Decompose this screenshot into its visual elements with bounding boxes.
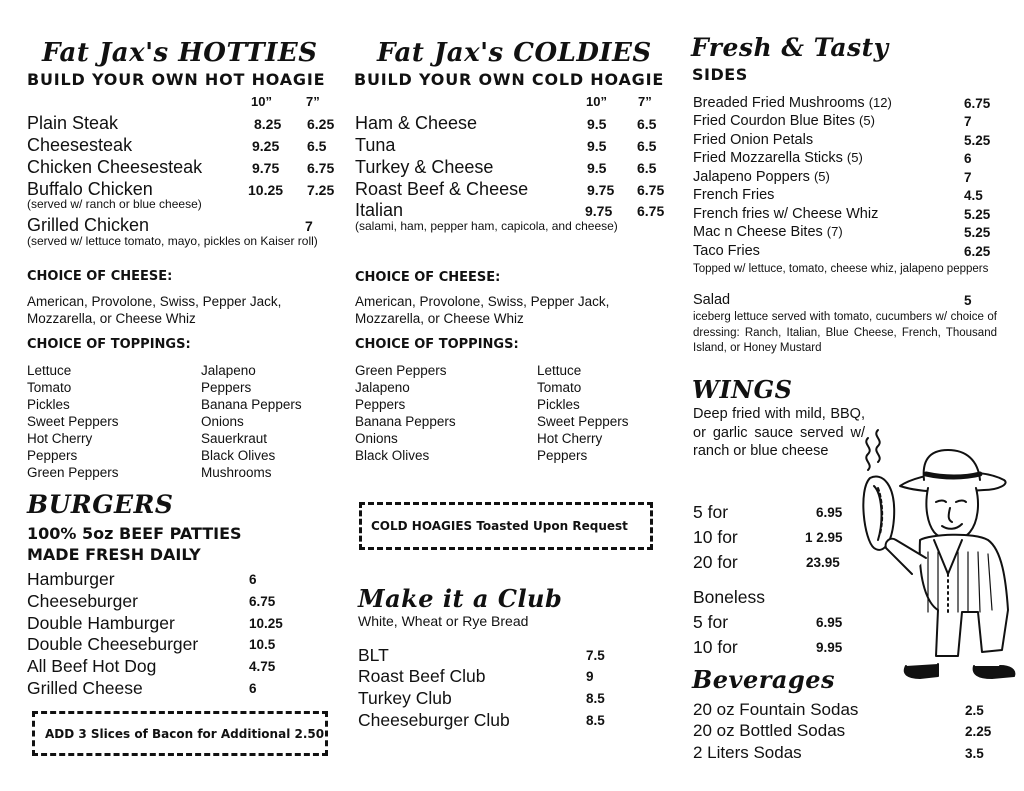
hotties-cheese-text: American, Provolone, Swiss, Pepper Jack, Mozzarella, or Cheese Whiz (27, 294, 282, 326)
item-name: Jalapeno Poppers (693, 169, 810, 185)
hotties-cheese-heading: CHOICE OF CHEESE: (27, 269, 173, 284)
list-item (27, 135, 327, 156)
topping-item: Sweet Peppers (537, 414, 629, 429)
club-bread: White, Wheat or Rye Bread (358, 613, 529, 629)
list-item (355, 200, 665, 221)
topping-item: Peppers (201, 380, 252, 395)
item-count: (7) (826, 224, 843, 239)
list-item (358, 688, 605, 709)
item-name: 2 Liters Sodas (693, 743, 802, 762)
list-item (693, 150, 972, 166)
item-price: 6 (249, 681, 257, 696)
price-7: 6.75 (637, 182, 665, 198)
item-price: 7.5 (586, 648, 605, 663)
item-count: (5) (859, 113, 875, 128)
item-name: Tuna (355, 135, 396, 155)
item-name: Cheesesteak (27, 135, 133, 155)
item-name: Mac n Cheese Bites (693, 224, 823, 240)
coldies-cheese-text: American, Provolone, Swiss, Pepper Jack, Mozzarella, or Cheese Whiz (355, 294, 610, 326)
item-price: 6.75 (249, 594, 276, 609)
topping-item: Lettuce (27, 363, 72, 378)
item-price: 9 (586, 669, 594, 684)
hotties-toppings-left (27, 362, 119, 481)
coldies-toppings-left (355, 362, 456, 464)
item-price: 23.95 (806, 555, 840, 570)
price-10: 9.5 (587, 160, 607, 176)
topping-item: Banana Peppers (201, 397, 302, 412)
coldies-toppings-right (537, 362, 629, 464)
list-item (27, 634, 276, 655)
topping-item: Peppers (537, 448, 588, 463)
item-name: Double Hamburger (27, 613, 175, 633)
price-10: 9.75 (587, 182, 615, 198)
coldies-cheese-heading: CHOICE OF CHEESE: (355, 270, 501, 285)
bacon-callout-text: ADD 3 Slices of Bacon for Additional 2.50 (45, 727, 325, 741)
price-10: 9.5 (587, 116, 607, 132)
list-item (358, 710, 605, 731)
list-item (693, 206, 991, 222)
item-price: 5.25 (964, 225, 991, 240)
list-item (27, 569, 257, 590)
item-name: Double Cheeseburger (27, 634, 199, 654)
item-name: Turkey Club (358, 688, 452, 708)
price-7: 6.5 (637, 116, 657, 132)
topping-item: Banana Peppers (355, 414, 456, 429)
list-item (693, 721, 992, 741)
hotties-toppings-right (201, 362, 302, 481)
item-name: Roast Beef & Cheese (355, 179, 529, 199)
topping-item: Green Peppers (27, 465, 119, 480)
topping-item: Green Peppers (355, 363, 447, 378)
list-item (693, 292, 972, 308)
boneless-heading: Boneless (693, 587, 765, 607)
topping-item: Black Olives (355, 448, 430, 463)
item-name: All Beef Hot Dog (27, 656, 157, 676)
list-item (693, 552, 840, 573)
item-name: Italian (355, 200, 404, 220)
item-name: 5 for (693, 612, 729, 632)
item-count: (12) (868, 95, 892, 110)
hotties-size-7: 7” (306, 94, 320, 109)
list-item (693, 95, 991, 111)
price-10: 10.25 (248, 182, 284, 198)
item-price: 7 (964, 170, 972, 185)
list-item (27, 157, 335, 178)
item-name: French fries w/ Cheese Whiz (693, 206, 879, 222)
buffalo-note: (served w/ ranch or blue cheese) (27, 197, 202, 211)
taco-note: Topped w/ lettuce, tomato, cheese whiz, jalapeno peppers (693, 263, 989, 275)
price-7: 6.5 (637, 160, 657, 176)
topping-item: Pickles (27, 397, 70, 412)
topping-item: Black Olives (201, 448, 276, 463)
item-name: 20 oz Bottled Sodas (693, 721, 846, 740)
bacon-callout (32, 711, 328, 756)
price-7: 6.5 (637, 138, 657, 154)
price-10: 9.75 (252, 160, 280, 176)
item-name: Fried Mozzarella Sticks (693, 150, 843, 166)
item-name: 10 for (693, 527, 738, 547)
italian-note: (salami, ham, pepper ham, capicola, and cheese) (355, 219, 618, 233)
item-name: 10 for (693, 637, 738, 657)
burgers-sub1: 100% 5oz BEEF PATTIES (27, 524, 242, 543)
topping-item: Mushrooms (201, 465, 272, 480)
list-item (27, 656, 276, 677)
item-name: Hamburger (27, 569, 115, 589)
item-name: 20 oz Fountain Sodas (693, 700, 859, 719)
club-title: Make it a Club (358, 584, 563, 613)
coldies-subtitle: BUILD YOUR OWN COLD HOAGIE (354, 70, 665, 89)
topping-item: Onions (355, 431, 398, 446)
coldies-size-10: 10” (586, 94, 607, 109)
price-10: 9.5 (587, 138, 607, 154)
list-item (355, 135, 657, 156)
topping-item: Tomato (537, 380, 582, 395)
hotties-title: Fat Jax's HOTTIES (42, 38, 318, 68)
toasted-callout-text: COLD HOAGIES Toasted Upon Request (371, 519, 628, 533)
item-price: 2.5 (965, 703, 984, 718)
item-name: Roast Beef Club (358, 666, 486, 686)
sides-title: Fresh & Tasty (691, 33, 889, 62)
list-item (693, 743, 984, 763)
coldies-title: Fat Jax's COLDIES (377, 38, 652, 68)
list-item (693, 169, 972, 185)
item-name: French Fries (693, 187, 775, 203)
list-item (355, 179, 665, 200)
item-name: 5 for (693, 502, 729, 522)
item-count: (5) (846, 150, 863, 165)
wings-title: WINGS (692, 375, 793, 404)
topping-item: Tomato (27, 380, 72, 395)
item-name: Taco Fries (693, 243, 760, 259)
beverages-title: Beverages (692, 665, 836, 694)
hotties-toppings-heading: CHOICE OF TOPPINGS: (27, 337, 191, 352)
list-item (693, 243, 991, 259)
item-name: Turkey & Cheese (355, 157, 494, 177)
item-price: 9.95 (816, 640, 843, 655)
list-item (355, 113, 657, 134)
item-price: 8.5 (586, 713, 605, 728)
list-item (693, 502, 843, 523)
topping-item: Sweet Peppers (27, 414, 119, 429)
item-price: 6.95 (816, 505, 843, 520)
item-count: (5) (813, 169, 830, 184)
sides-subtitle: SIDES (692, 65, 748, 84)
topping-item: Hot Cherry (537, 431, 603, 446)
item-price: 6.75 (964, 96, 991, 111)
list-item (693, 700, 984, 720)
burgers-title: BURGERS (27, 490, 174, 519)
item-price: 5.25 (964, 133, 991, 148)
list-item (693, 527, 843, 548)
item-name: Grilled Cheese (27, 678, 143, 698)
price-10: 9.25 (252, 138, 280, 154)
hotties-subtitle: BUILD YOUR OWN HOT HOAGIE (27, 70, 326, 89)
price-7: 6.75 (307, 160, 335, 176)
list-item (27, 678, 257, 699)
price-7: 6.25 (307, 116, 335, 132)
price-7: 7 (305, 218, 313, 234)
item-name: 20 for (693, 552, 738, 572)
grilled-note: (served w/ lettuce tomato, mayo, pickles on Kaiser roll) (27, 234, 318, 248)
list-item (693, 224, 991, 240)
price-10: 9.75 (585, 203, 613, 219)
item-price: 4.5 (964, 188, 983, 203)
topping-item: Jalapeno (201, 363, 256, 378)
list-item (358, 645, 605, 666)
item-price: 7 (964, 114, 972, 129)
list-item (693, 132, 991, 148)
list-item (693, 637, 843, 658)
item-name: Cheeseburger (27, 591, 138, 611)
item-name: BLT (358, 645, 389, 665)
topping-item: Hot Cherry (27, 431, 93, 446)
coldies-toppings-heading: CHOICE OF TOPPINGS: (355, 337, 519, 352)
salad-note: iceberg lettuce served with tomato, cucumbers w/ choice of dressing: Ranch, Italian, Blue Cheese, French, Thousand Island, or Honey Mustard (693, 311, 997, 354)
list-item (27, 113, 335, 134)
topping-item: Onions (201, 414, 244, 429)
topping-item: Peppers (27, 448, 78, 463)
item-price: 6 (964, 151, 972, 166)
item-price: 3.5 (965, 746, 984, 761)
hotties-size-10: 10” (251, 94, 272, 109)
mascot-illustration (850, 428, 1020, 696)
list-item (693, 113, 972, 129)
list-item (358, 666, 594, 687)
topping-item: Lettuce (537, 363, 582, 378)
list-item (27, 613, 283, 634)
list-item (27, 591, 276, 612)
item-price: 1 2.95 (805, 530, 843, 545)
item-name: Grilled Chicken (27, 215, 150, 235)
item-name: Ham & Cheese (355, 113, 478, 133)
item-price: 2.25 (965, 724, 992, 739)
topping-item: Sauerkraut (201, 431, 268, 446)
item-name: Plain Steak (27, 113, 119, 133)
topping-item: Pickles (537, 397, 580, 412)
item-price: 10.5 (249, 637, 276, 652)
item-price: 6 (249, 572, 257, 587)
coldies-size-7: 7” (638, 94, 652, 109)
list-item (693, 187, 983, 203)
item-price: 6.25 (964, 244, 991, 259)
item-price: 5.25 (964, 207, 991, 222)
item-name: Buffalo Chicken (27, 179, 153, 199)
toasted-callout (359, 502, 653, 550)
price-7: 6.5 (307, 138, 327, 154)
topping-item: Peppers (355, 397, 406, 412)
item-name: Breaded Fried Mushrooms (693, 95, 865, 111)
item-name: Salad (693, 292, 731, 308)
item-name: Cheeseburger Club (358, 710, 510, 730)
item-price: 5 (964, 293, 972, 308)
list-item (27, 215, 313, 236)
price-10: 8.25 (254, 116, 282, 132)
wings-description: Deep fried with mild, BBQ, or garlic sauce served w/ ranch or blue cheese (693, 406, 865, 459)
item-name: Fried Courdon Blue Bites (693, 113, 855, 129)
item-price: 10.25 (249, 616, 283, 631)
item-name: Fried Onion Petals (693, 132, 814, 148)
topping-item: Jalapeno (355, 380, 410, 395)
item-name: Chicken Cheesesteak (27, 157, 203, 177)
burgers-sub2: MADE FRESH DAILY (27, 545, 201, 564)
price-7: 7.25 (307, 182, 335, 198)
item-price: 6.95 (816, 615, 843, 630)
list-item (693, 612, 843, 633)
item-price: 8.5 (586, 691, 605, 706)
list-item (355, 157, 657, 178)
item-price: 4.75 (249, 659, 276, 674)
price-7: 6.75 (637, 203, 665, 219)
